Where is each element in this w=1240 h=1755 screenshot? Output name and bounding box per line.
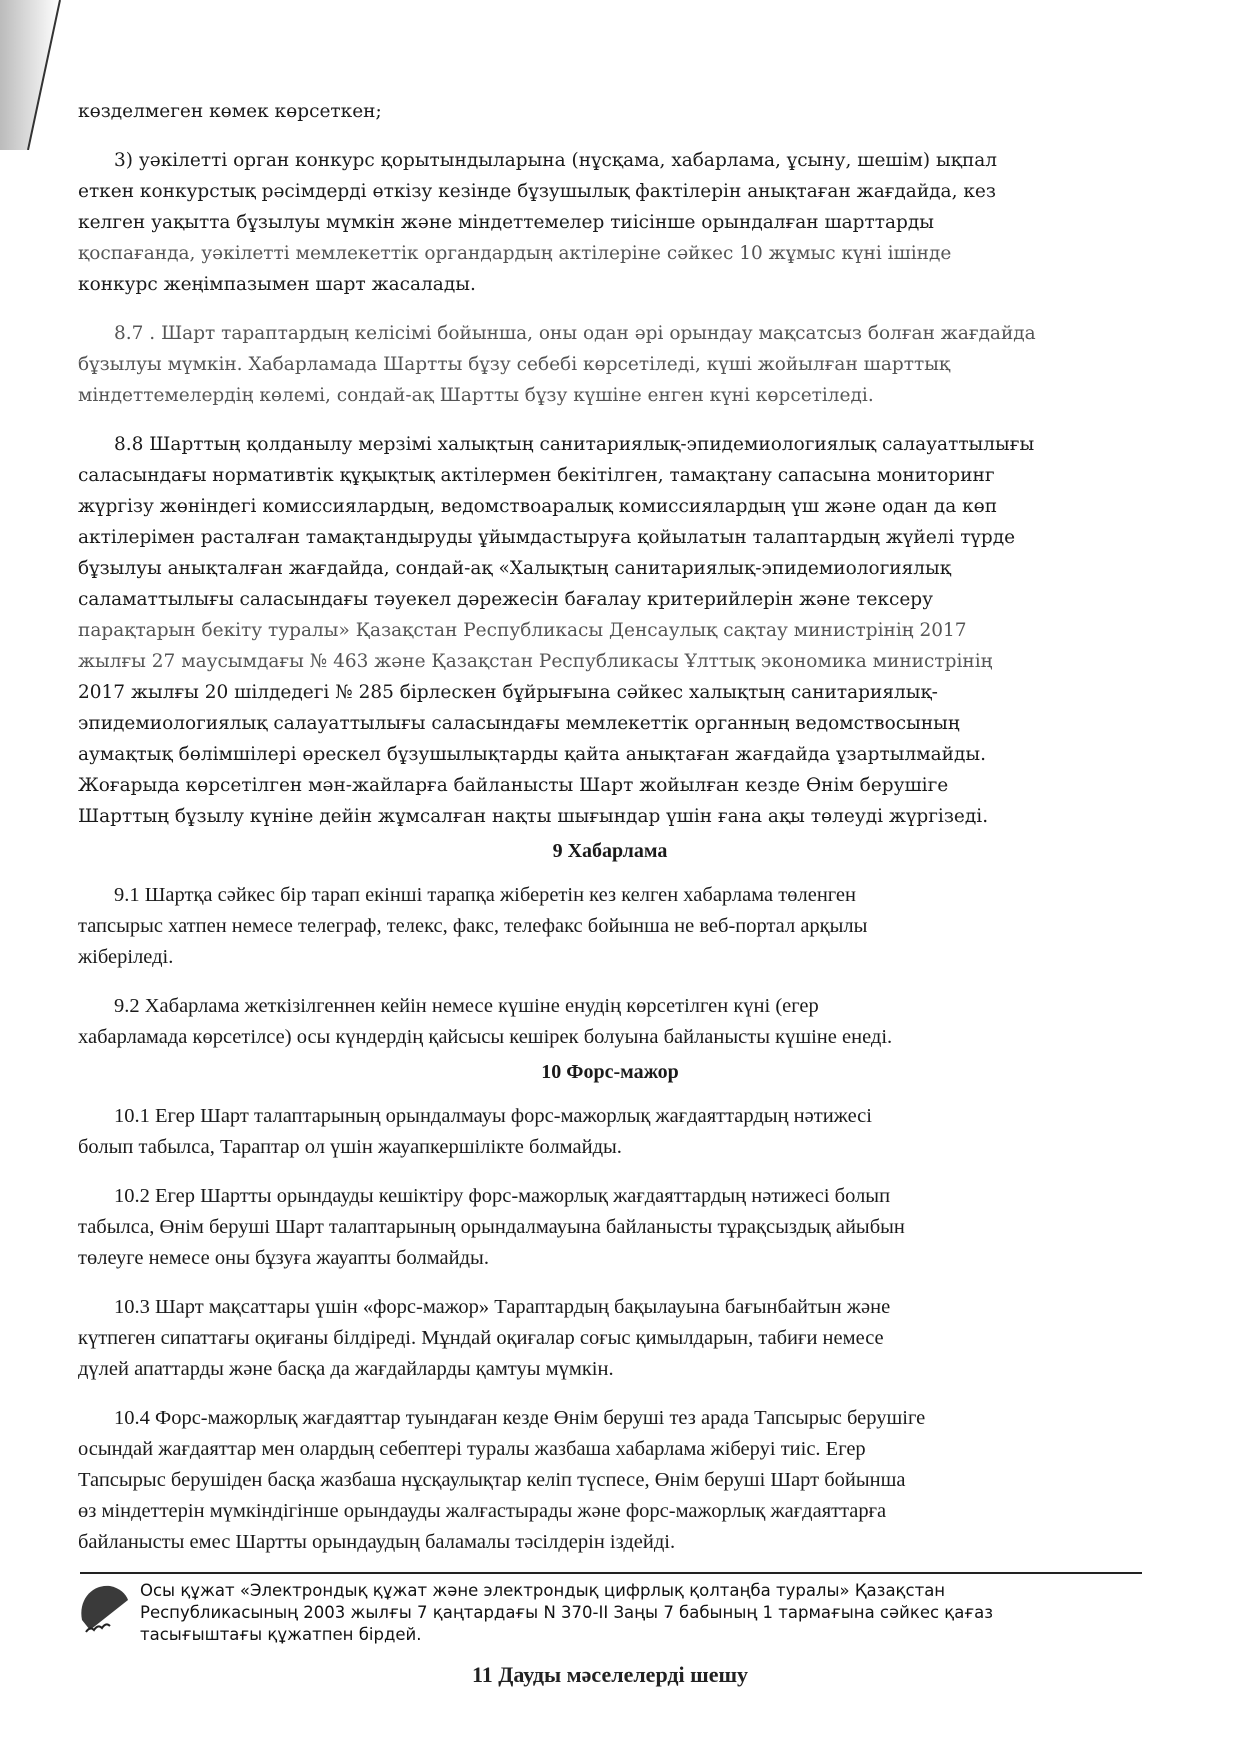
clause-10-1 xyxy=(78,1101,1142,1163)
clause-9-2-line: хабарламада көрсетілсе) осы күндердің қайсысы кешірек болуына байланысты күшіне енеді. xyxy=(78,1026,893,1048)
clause-8-8-line: бұзылуы анықталған жағдайда, сондай-ақ «Халықтың санитариялық-эпидемиологиялық xyxy=(78,558,951,579)
clause-10-3-line: күтпеген сипаттағы оқиғаны білдіреді. Мұндай оқиғалар соғыс қимылдарын, табиғи немесе xyxy=(78,1327,884,1349)
clause-8-8-line: Шарттың бұзылу күніне дейін жұмсалған нақты шығындар үшін ғана ақы төлеуді жүргізеді. xyxy=(78,806,989,827)
clause-10-3-line: 10.3 Шарт мақсаттары үшін «форс-мажор» Тараптардың бақылауына бағынбайтын және xyxy=(114,1296,891,1318)
clause-10-2-line: төлеуге немесе оны бұзуға жауапты болмайды. xyxy=(78,1247,489,1269)
clause-10-1-line: 10.1 Егер Шарт талаптарының орындалмауы форс-мажорлық жағдаяттардың нәтижесі xyxy=(114,1105,872,1127)
clause-3-line: еткен конкурстық рәсімдерді өткізу кезінде бұзушылық фактілерін анықтаған жағдайда, кез xyxy=(78,181,996,202)
clause-9-1-line: жіберіледі. xyxy=(78,946,174,968)
clause-8-8-line: саламаттылығы саласындағы тәуекел дәрежесін бағалау критерийлерін және тексеру xyxy=(78,589,934,610)
clause-10-4-line: өз міндеттерін мүмкіндігінше орындауды жалғастырады және форс-мажорлық жағдаяттарға xyxy=(78,1500,887,1522)
clause-9-1-line: 9.1 Шартқа сәйкес бір тарап екінші тарапқа жіберетін кез келген хабарлама төленген xyxy=(114,884,856,906)
intro-line: көзделмеген көмек көрсеткен; xyxy=(78,101,382,122)
clause-9-2-line: 9.2 Хабарлама жеткізілгеннен кейін немесе күшіне енудің көрсетілген күні (егер xyxy=(114,995,819,1017)
clause-3-line: 3) уәкілетті орган конкурс қорытындыларына (нұсқама, хабарлама, ұсыну, шешім) ықпал xyxy=(114,150,998,171)
clause-8-8-line: парақтарын бекіту туралы» Қазақстан Республикасы Денсаулық сақтау министрінің 2017 xyxy=(78,620,967,641)
clause-10-4-line: байланысты емес Шартты орындаудың баламалы тәсілдерін іздейді. xyxy=(78,1531,676,1553)
clause-8-8-line: эпидемиологиялық салауаттылығы саласындағы мемлекеттік органның ведомствосының xyxy=(78,713,960,734)
footer-line: тасығыштағы құжатпен бірдей. xyxy=(140,1624,422,1644)
section-11-heading-partial: 11 Дауды мәселелерді шешу xyxy=(471,1661,749,1687)
clause-3-line: конкурс жеңімпазымен шарт жасалады. xyxy=(78,274,476,295)
intro-line-block xyxy=(78,96,1142,127)
e-gov-emblem-icon xyxy=(78,1580,130,1636)
footer-line: Осы құжат «Электрондық құжат және электрондық цифрлық қолтаңба туралы» Қазақстан xyxy=(140,1580,946,1600)
footer-line: Республикасының 2003 жылғы 7 қаңтардағы N 370-II Заңы 7 бабының 1 тармағына сәйкес қағаз xyxy=(140,1602,994,1622)
footer-divider xyxy=(80,1572,1142,1574)
section-10-heading: 10 Форс-мажор xyxy=(541,1061,679,1083)
clause-9-2 xyxy=(78,991,1142,1053)
clause-8-8-line: актілерімен расталған тамақтандыруды ұйымдастыруға қойылатын талаптардың жүйелі түрде xyxy=(78,527,1016,548)
clause-8-8-line: 8.8 Шарттың қолданылу мерзімі халықтың санитариялық-эпидемиологиялық салауаттылығы xyxy=(114,434,1035,455)
clause-9-1 xyxy=(78,880,1142,973)
clause-8-8-line: саласындағы нормативтік құқықтық актілермен бекітілген, тамақтану сапасына мониторинг xyxy=(78,465,995,486)
clause-3-line: келген уақытта бұзылуы мүмкін және міндеттемелер тиісінше орындалған шарттарды xyxy=(78,212,934,233)
clause-10-3 xyxy=(78,1292,1142,1385)
clause-8-7-line: бұзылуы мүмкін. Хабарламада Шартты бұзу себебі көрсетіледі, күші жойылған шарттық xyxy=(78,354,951,375)
clause-10-3-line: дүлей апаттарды және басқа да жағдайларды қамтуы мүмкін. xyxy=(78,1358,614,1380)
clause-8-8-line: жүргізу жөніндегі комиссиялардың, ведомствоаралық комиссиялардың үш және одан да көп xyxy=(78,496,998,517)
e-signature-footer-row xyxy=(78,1580,1142,1646)
clause-8-8-line: жылғы 27 маусымдағы № 463 және Қазақстан Республикасы Ұлттық экономика министрінің xyxy=(78,651,993,672)
clause-8-7-line: міндеттемелердің көлемі, сондай-ақ Шартты бұзу күшіне енген күні көрсетіледі. xyxy=(78,385,874,406)
clause-8-7 xyxy=(78,318,1142,411)
clause-3-line: қоспағанда, уәкілетті мемлекеттік органдардың актілеріне сәйкес 10 жұмыс күні ішінде xyxy=(78,243,952,264)
clause-8-8-line: аумақтық бөлімшілері өрескел бұзушылықтарды қайта анықтаған жағдайда ұзартылмайды. xyxy=(78,744,986,765)
section-9-heading: 9 Хабарлама xyxy=(552,840,668,862)
e-signature-footer xyxy=(140,1580,993,1646)
clause-8-7-line: 8.7 . Шарт тараптардың келісімі бойынша, оны одан әрі орындау мақсатсыз болған жағдайда xyxy=(114,323,1036,344)
clause-8-8-line: Жоғарыда көрсетілген мән-жайларға байланысты Шарт жойылған кезде Өнім берушіге xyxy=(78,775,949,796)
clause-10-4 xyxy=(78,1403,1142,1558)
clause-10-2-line: 10.2 Егер Шартты орындауды кешіктіру форс-мажорлық жағдаяттардың нәтижесі болып xyxy=(114,1185,891,1207)
clause-9-1-line: тапсырыс хатпен немесе телеграф, телекс, факс, телефакс бойынша не веб-портал арқылы xyxy=(78,915,868,937)
clause-10-4-line: осындай жағдаяттар мен олардың себептері туралы жазбаша хабарлама жіберуі тиіс. Егер xyxy=(78,1438,866,1460)
clause-10-2-line: табылса, Өнім беруші Шарт талаптарының орындалмауына байланысты тұрақсыздық айыбын xyxy=(78,1216,905,1238)
clause-3 xyxy=(78,145,1142,300)
clause-10-2 xyxy=(78,1181,1142,1274)
clause-10-4-line: Тапсырыс берушіден басқа жазбаша нұсқаулықтар келіп түспесе, Өнім беруші Шарт бойынша xyxy=(78,1469,906,1491)
clause-8-8 xyxy=(78,429,1142,832)
clause-10-4-line: 10.4 Форс-мажорлық жағдаяттар туындаған кезде Өнім беруші тез арада Тапсырыс берушіге xyxy=(114,1407,926,1429)
clause-10-1-line: болып табылса, Тараптар ол үшін жауапкершілікте болмайды. xyxy=(78,1136,622,1158)
clause-8-8-line: 2017 жылғы 20 шілдедегі № 285 бірлескен бұйрығына сәйкес халықтың санитариялық- xyxy=(78,682,938,703)
